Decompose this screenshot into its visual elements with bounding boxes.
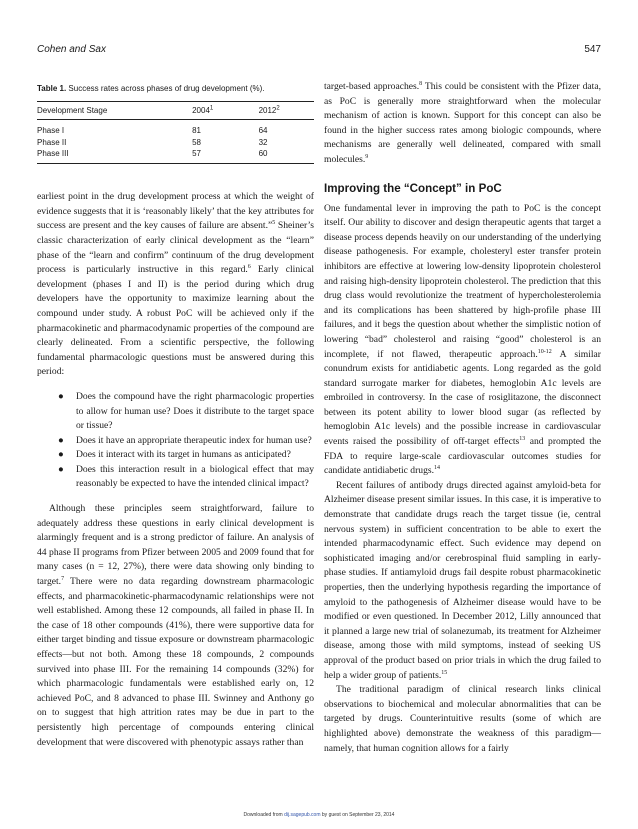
table-cell: 32 — [258, 137, 268, 147]
table-cell: 58 — [192, 137, 202, 147]
bullet-icon: ● — [58, 449, 64, 461]
bullet-icon: ● — [58, 463, 64, 475]
citation-ref: 15 — [441, 669, 448, 676]
header-2012-ref: 2 — [276, 105, 280, 112]
body-paragraph: Recent failures of antibody drugs directed against amyloid-beta for Alzheimer disease present similar issues. In this case, it is imperative to demonstrate that candidate drugs reach the target tissue (ie, central nervous system) in sufficient concentration to be able to exert the intended pharmacodynamic effect. Such evidence may depend on sophisticated imaging and/or cerebrospinal fluid sampling in early-phase studies. If antiamyloid drugs fail despite robust pharmacokinetic properties, then the underlying hypothesis regarding the importance of amyloid to the pathogenesis of Alzheimer disease would have to be modified or even questioned. In December 2012, Lilly announced that it planned a large new trial of solanezumab, its treatment for Alzheimer disease, among those with mild symptoms, instead of seeking US approval of the product based on prior trials in which the drug failed to help a wider group of patients.$^{15}$ — [324, 479, 601, 681]
table-caption-text: Success rates across phases of drug development (%). — [66, 84, 265, 93]
citation-ref: 6 — [247, 263, 251, 270]
header-2012: 2012$^2$ — [259, 102, 314, 120]
list-item: ● Does this interaction result in a biological effect that may reasonably be expected to have the intended clinical impact? — [58, 463, 314, 490]
table-1 — [37, 84, 314, 164]
running-head-authors: Cohen and Sax — [37, 44, 106, 55]
table-row — [37, 136, 314, 148]
page-number: 547 — [584, 44, 601, 55]
citation-ref: 7 — [61, 575, 65, 582]
list-item: ● Does it interact with its target in humans as anticipated? — [67, 448, 314, 463]
citation-ref: 13 — [519, 435, 526, 442]
header-development-stage: Development Stage — [37, 102, 192, 120]
table-cell: 60 — [259, 148, 314, 164]
table-cell: 57 — [192, 148, 258, 164]
bullet-icon: ● — [58, 434, 64, 446]
header-2004-ref: 1 — [209, 105, 214, 112]
right-column — [324, 80, 601, 756]
table-row — [37, 120, 314, 137]
citation-ref: 8 — [419, 80, 423, 87]
footer-suffix: by guest on September 23, 2014 — [320, 812, 395, 818]
section-heading: Improving the “Concept” in PoC — [324, 181, 502, 195]
citation-ref: 9 — [365, 153, 369, 160]
table-cell: Phase III — [37, 148, 192, 164]
success-rates-table — [37, 101, 314, 164]
body-paragraph: earliest point in the drug development process at which the weight of evidence suggests that it is ‘reasonably likely’ that the key attributes for success are present and the key causes of failure are absent.”$^5$ Sheiner’s classic characterization of early clinical development as the “learn” phase of the “learn and confirm” continuum of the drug development process is particularly instructive in this regard.$^6$ Early clinical development (phases I and II) is the period during which drug developers have the opportunity to maximize learning about the compound under study. A robust PoC will be achieved only if the pharmacokinetic and pharmacodynamic properties of the compound are clearly delineated. From a scientific perspective, the following fundamental pharmacologic questions must be answered during this period: — [37, 191, 314, 378]
table-cell: 81 — [192, 126, 202, 135]
left-column — [37, 80, 314, 750]
pharmacologic-questions-list — [37, 390, 314, 492]
table-row — [37, 148, 314, 164]
header-2004: 2004$^1$ — [192, 102, 258, 120]
list-item: ● Does it have an appropriate therapeutic index for human use? — [67, 434, 314, 449]
citation-ref: 14 — [434, 465, 441, 472]
footer-prefix: Downloaded from — [243, 812, 285, 818]
citation-ref: 5 — [272, 220, 276, 227]
table-cell: 64 — [258, 126, 268, 135]
body-paragraph: target-based approaches.$^8$ This could be consistent with the Pfizer data, as PoC is generally more straightforward when the molecular mechanism of action is known. Support for this concept can also be found in the higher success rates among biologic compounds, where mechanisms are generally well delineated, compared with small molecules.$^9$ — [324, 80, 601, 165]
table-cell: Phase II — [37, 137, 67, 147]
body-paragraph: One fundamental lever in improving the path to PoC is the concept itself. Our ability to discover and design therapeutic agents that target a disease process depends heavily on our understanding of the underlying disease pathogenesis. For example, cholesteryl ester transfer protein inhibitors are effective at lowering low-density lipoprotein cholesterol and raising high-density lipoprotein cholesterol. The prediction that this drug class would revolutionize the treatment of hypercholesterolemia and its complications has been shattered by high-profile phase III failures, and it begs the question about whether the simplistic notion of lowering “bad” cholesterol and raising “good” cholesterol is an incomplete, if not flawed, therapeutic approach.$^{10-12}$ A similar conundrum exists for antidiabetic agents. Long regarded as the gold standard surrogate marker for diabetes, hemoglobin A1c levels are embroiled in controversy. In the case of rosiglitazone, the disconnect between its potent ability to lower blood sugar (as reflected by hemoglobin A1c levels) and the possible increase in cardiovascular events raised the possibility of off-target effects$^{13}$ and prompted the FDA to require large-scale cardiovascular outcomes studies for candidate antidiabetic drugs.$^{14}$ — [324, 202, 601, 477]
citation-ref: 10-12 — [537, 348, 552, 355]
table-cell: Phase I — [37, 126, 65, 135]
body-paragraph: Although these principles seem straightforward, failure to adequately address these questions in early clinical development is alarmingly frequent and is a strong predictor of failure. An analysis of 44 phase II programs from Pfizer between 2005 and 2009 found that for many cases (n = 12, 27%), there were data showing only binding to target.$^7$ There were no data regarding downstream pharmacologic effects, and pharmacokinetic-pharmacodynamic relationships were not well established. Among these 12 compounds, all failed in phase II. In the case of 18 other compounds (41%), there were supportive data for either target binding and tissue exposure or downstream pharmacologic effects—but not both. Among these 18 compounds, 2 compounds survived into phase III. For the remaining 14 compounds (32%) for which pharmacologic fundamentals were established early on, 12 achieved PoC, and 8 advanced to phase III. Swinney and Anthony go on to suggest that high attrition rates may be due in part to the persistently high percentage of compounds entering clinical development that were discovered with phenotypic assays rather than — [37, 503, 314, 748]
bullet-icon: ● — [58, 390, 64, 402]
table-header-row — [37, 102, 314, 120]
body-paragraph: The traditional paradigm of clinical research links clinical observations to biochemical and molecular abnormalities that can be targeted by drugs. Counterintuitive results (some of which are highlighted above) demonstrate the weakness of this paradigm—namely, that human cognition allows for a fairly — [324, 684, 601, 754]
footer-link[interactable]: dij.sagepub.com — [284, 812, 321, 818]
download-footer — [0, 812, 638, 818]
table-caption — [37, 84, 314, 93]
list-item: ● Does the compound have the right pharmacologic properties to allow for human use? Does it distribute to the target space or tissue? — [58, 390, 314, 432]
running-header — [37, 44, 601, 60]
table-caption-label: Table 1. — [37, 84, 67, 93]
